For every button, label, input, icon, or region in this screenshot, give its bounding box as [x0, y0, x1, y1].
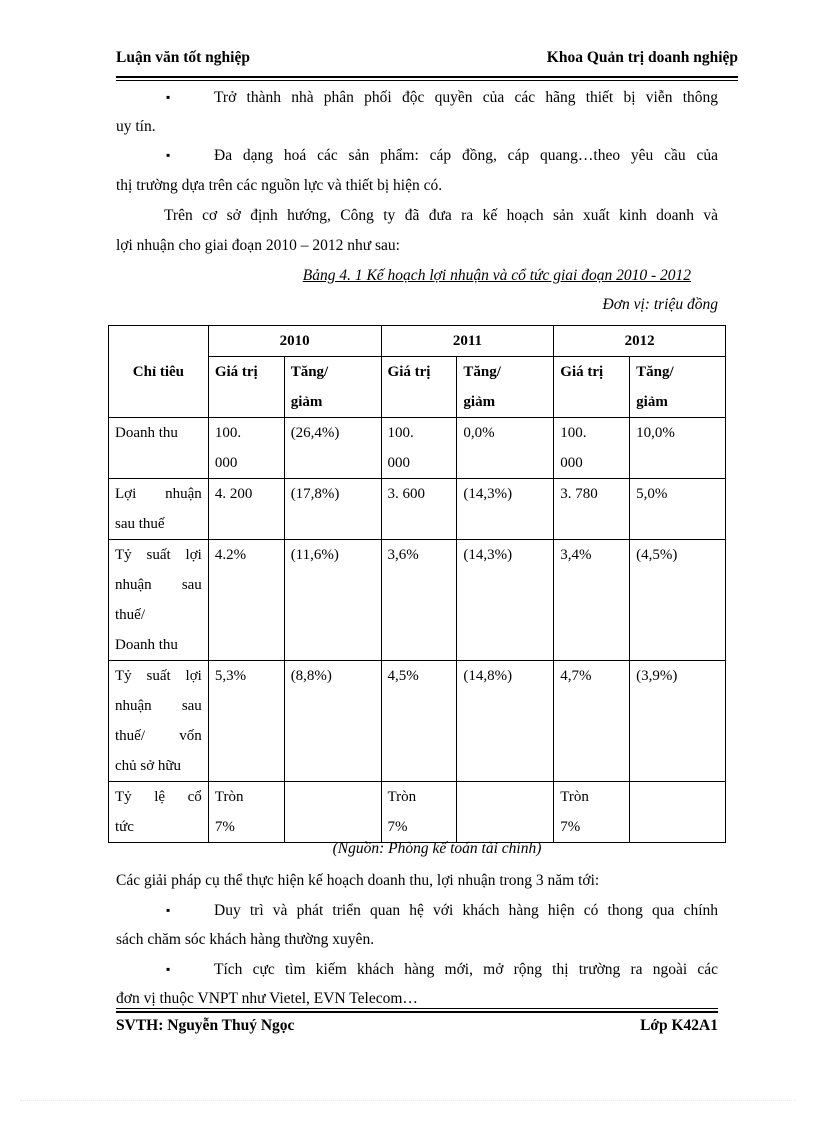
table-cell: 100. 000	[381, 418, 457, 479]
solution-bullet-2-line2: đơn vị thuộc VNPT như Vietel, EVN Telecom…	[116, 990, 418, 1007]
intro-bullet-1-line1: Trở thành nhà phân phối độc quyền của các hãng thiết bị viễn thông	[214, 89, 718, 106]
bullet-marker: ▪	[166, 903, 171, 917]
intro-bullet-2-line2: thị trường dựa trên các nguồn lực và thiết bị hiện có.	[116, 177, 443, 194]
bullet-marker: ▪	[166, 148, 171, 162]
table-cell: Tròn 7%	[208, 782, 284, 843]
table-cell: 3,6%	[381, 540, 457, 661]
year-header: 2011	[381, 326, 554, 357]
table-row	[109, 540, 726, 661]
table-cell: (14,3%)	[457, 479, 554, 540]
table-cell: 10,0%	[630, 418, 726, 479]
value-subheader: Giá trị	[554, 357, 630, 418]
unit-note: Đơn vị: triệu đồng	[602, 296, 718, 313]
table-cell: (14,8%)	[457, 661, 554, 782]
footer-rule	[116, 1008, 718, 1013]
solution-bullet-1-line1: Duy trì và phát triển quan hệ với khách hàng hiện có thong qua chính	[214, 902, 718, 919]
row-label: Lợi nhuận sau thuế	[109, 479, 209, 540]
value-subheader: Giá trị	[381, 357, 457, 418]
table-cell: (11,6%)	[284, 540, 381, 661]
table-cell: 3. 780	[554, 479, 630, 540]
value-subheader: Giá trị	[208, 357, 284, 418]
row-label: Tỷ lệ cổ tức	[109, 782, 209, 843]
table-cell: Tròn 7%	[381, 782, 457, 843]
table-cell: (17,8%)	[284, 479, 381, 540]
solutions-intro: Các giải pháp cụ thể thực hiện kế hoạch doanh thu, lợi nhuận trong 3 năm tới:	[116, 872, 600, 889]
bullet-marker: ▪	[166, 90, 171, 104]
table-row	[109, 418, 726, 479]
year-header-row	[109, 326, 726, 357]
table-cell: 4. 200	[208, 479, 284, 540]
table-cell: 4,5%	[381, 661, 457, 782]
header-thesis-label: Luận văn tốt nghiệp	[116, 49, 250, 66]
row-label: Doanh thu	[109, 418, 209, 479]
paragraph-line2: lợi nhuận cho giai đoạn 2010 – 2012 như sau:	[116, 237, 400, 254]
change-subheader: Tăng/ giảm	[284, 357, 381, 418]
table-row	[109, 661, 726, 782]
row-label: Tỷ suất lợi nhuận sau thuế/ vốn chủ sở hữu	[109, 661, 209, 782]
change-subheader: Tăng/ giảm	[630, 357, 726, 418]
table-cell: (4,5%)	[630, 540, 726, 661]
table-row	[109, 479, 726, 540]
table-caption: Bảng 4. 1 Kế hoạch lợi nhuận và cổ tức giai đoạn 2010 - 2012	[302, 267, 691, 284]
solution-bullet-2-line1: Tích cực tìm kiếm khách hàng mới, mở rộng thị trường ra ngoài các	[214, 961, 718, 978]
table-cell: (3,9%)	[630, 661, 726, 782]
paragraph-line1: Trên cơ sở định hướng, Công ty đã đưa ra kế hoạch sản xuất kinh doanh và	[164, 207, 718, 224]
table-cell: 100. 000	[554, 418, 630, 479]
table-cell: 5,3%	[208, 661, 284, 782]
source-note: (Nguồn: Phòng kế toán tài chính)	[332, 840, 542, 857]
table-cell: Tròn 7%	[554, 782, 630, 843]
page-edge-divider	[20, 1100, 796, 1101]
profit-dividend-table	[108, 325, 726, 843]
table-row	[109, 782, 726, 843]
table-cell	[284, 782, 381, 843]
footer-class-label: Lớp K42A1	[640, 1017, 718, 1034]
page-header	[116, 49, 738, 73]
table-cell: 4.2%	[208, 540, 284, 661]
table-cell: 3. 600	[381, 479, 457, 540]
solution-bullet-1-line2: sách chăm sóc khách hàng thường xuyên.	[116, 931, 375, 948]
change-subheader: Tăng/ giảm	[457, 357, 554, 418]
row-label: Tỷ suất lợi nhuận sau thuế/ Doanh thu	[109, 540, 209, 661]
table-cell: (14,3%)	[457, 540, 554, 661]
indicator-header: Chỉ tiêu	[109, 326, 209, 418]
table-cell: 0,0%	[457, 418, 554, 479]
year-header: 2012	[554, 326, 726, 357]
intro-bullet-1-line2: uy tín.	[116, 118, 156, 135]
table-cell: 100. 000	[208, 418, 284, 479]
header-rule	[116, 76, 738, 81]
table-cell	[457, 782, 554, 843]
header-faculty-label: Khoa Quản trị doanh nghiệp	[546, 49, 738, 66]
table-cell: (8,8%)	[284, 661, 381, 782]
footer-student-label: SVTH: Nguyễn Thuý Ngọc	[116, 1017, 295, 1034]
page-footer	[116, 1017, 718, 1041]
table-cell: 4,7%	[554, 661, 630, 782]
table-cell: 5,0%	[630, 479, 726, 540]
intro-bullet-2-line1: Đa dạng hoá các sản phẩm: cáp đồng, cáp quang…theo yêu cầu của	[214, 147, 718, 164]
bullet-marker: ▪	[166, 962, 171, 976]
year-header: 2010	[208, 326, 381, 357]
table-cell: 3,4%	[554, 540, 630, 661]
table-cell	[630, 782, 726, 843]
table-cell: (26,4%)	[284, 418, 381, 479]
